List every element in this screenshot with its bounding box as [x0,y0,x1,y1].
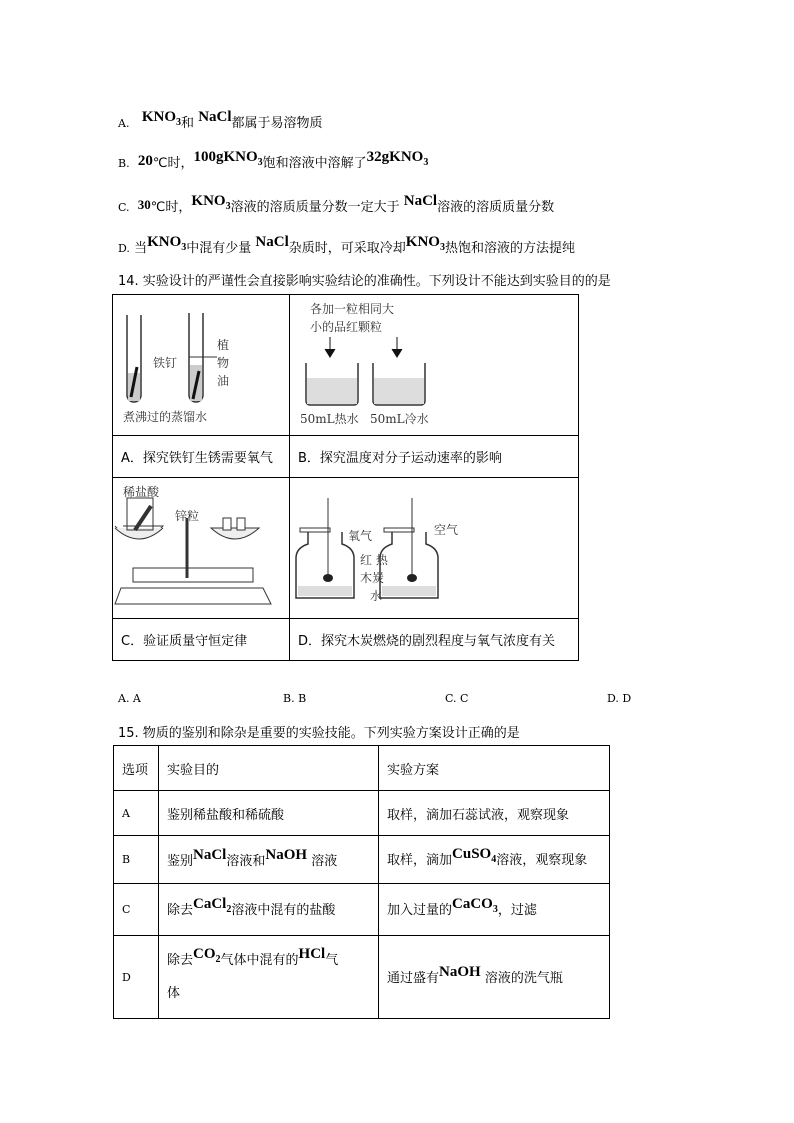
goal-cell: 除去CaCl$_2$溶液中混有的盐酸 [159,884,379,936]
svg-text:木炭: 木炭 [360,571,385,585]
formula: 32gKNO$_3$ [366,149,429,168]
svg-text:氧气: 氧气 [348,529,373,543]
text: 和 [181,116,195,131]
option-label: A. [118,117,130,130]
text: 都属于易溶物质 [231,116,323,131]
svg-text:水: 水 [370,589,383,603]
svg-text:50mL热水: 50mL热水 [300,412,359,426]
formula: $KNO_3$ [141,109,182,128]
header-cell: 实验方案 [379,746,610,791]
goal-cell: 鉴别稀盐酸和稀硫酸 [159,791,379,836]
figure-c-cell [113,478,290,619]
option-cell: A [114,791,159,836]
q14-stem: 14. 实验设计的严谨性会直接影响实验结论的准确性。下列设计不能达到实验目的的是 [118,274,611,289]
formula: $KNO_3$ [405,234,445,253]
diffusion-beakers-figure [290,295,578,431]
text: ℃时， [150,200,192,215]
answer-option-d[interactable]: D. D [607,692,632,705]
plan-cell: 通过盛有NaOH 溶液的洗气瓶 [379,936,610,1019]
text: ℃时， [152,156,194,171]
figure-a-cell [113,295,290,436]
rusting-test-tubes-figure [113,295,289,431]
header-cell: 实验目的 [159,746,379,791]
svg-text:50mL冷水: 50mL冷水 [370,412,429,426]
svg-text:煮沸过的蒸馏水: 煮沸过的蒸馏水 [123,410,208,424]
text: 当 [134,241,148,256]
formula: 100gKNO$_3$ [193,149,263,168]
table-header-row [114,746,610,791]
option-a-caption: A．探究铁钉生锈需要氧气 [113,436,290,478]
temperature: 30 [137,197,151,212]
figure-d-cell [290,478,579,619]
q13-option-d [118,234,575,259]
svg-text:空气: 空气 [434,523,459,537]
svg-text:铁钉: 铁钉 [153,356,178,370]
header-cell: 选项 [114,746,159,791]
temperature: 20 [137,153,153,169]
table-row [114,836,610,884]
plan-cell: 取样，滴加石蕊试液，观察现象 [379,791,610,836]
svg-text:植: 植 [217,338,230,352]
text: 热饱和溶液的方法提纯 [444,241,575,256]
svg-text:锌粒: 锌粒 [175,509,200,523]
option-cell: B [114,836,159,884]
option-label: D. [118,242,130,255]
text: 杂质时，可采取冷却 [288,241,406,256]
option-b-caption: B．探究温度对分子运动速率的影响 [290,436,579,478]
svg-text:油: 油 [217,374,230,388]
formula: NaCl [255,234,289,250]
option-d-caption: D．探究木炭燃烧的剧烈程度与氧气浓度有关 [290,619,579,661]
svg-text:物: 物 [217,356,230,370]
option-cell: C [114,884,159,936]
formula: NaCl [403,193,438,209]
text: 中混有少量 [186,241,252,256]
text: 溶液的溶质质量分数 [437,200,555,215]
text: 饱和溶液中溶解了 [262,156,367,171]
q13-option-c [118,193,555,218]
formula: $KNO_3$ [147,234,187,253]
plan-cell: 加入过量的CaCO$_3$，过滤 [379,884,610,936]
answer-option-b[interactable]: B. B [283,692,307,705]
answer-option-a[interactable]: A. A [118,692,141,705]
table-row [114,791,610,836]
answer-option-c[interactable]: C. C [445,692,469,705]
option-c-caption: C．验证质量守恒定律 [113,619,290,661]
table-row [114,936,610,1019]
svg-text:红 热: 红 热 [360,553,388,567]
q14-figure-table [112,294,579,661]
option-label: B. [118,157,130,170]
formula: NaCl [198,109,232,125]
plan-cell: 取样，滴加CuSO$_4$溶液，观察现象 [379,836,610,884]
q13-option-a [118,109,323,134]
svg-text:各加一粒相同大: 各加一粒相同大 [310,302,395,316]
text: 溶液的溶质质量分数一定大于 [230,200,400,215]
figure-b-cell [290,295,579,436]
goal-cell: 鉴别NaCl溶液和NaOH 溶液 [159,836,379,884]
goal-cell: 除去$CO_2$气体中混有的HCl气 体 [159,936,379,1019]
balance-figure [113,478,289,614]
formula: $KNO_3$ [191,193,231,212]
svg-text:小的品红颗粒: 小的品红颗粒 [310,320,383,334]
option-label: C. [118,201,130,214]
charcoal-combustion-figure [290,478,578,614]
table-row [114,884,610,936]
q13-option-b [118,149,429,174]
q15-stem: 15. 物质的鉴别和除杂是重要的实验技能。下列实验方案设计正确的是 [118,726,520,741]
option-cell: D [114,936,159,1019]
svg-text:稀盐酸: 稀盐酸 [123,485,160,499]
q15-table [113,745,610,1019]
